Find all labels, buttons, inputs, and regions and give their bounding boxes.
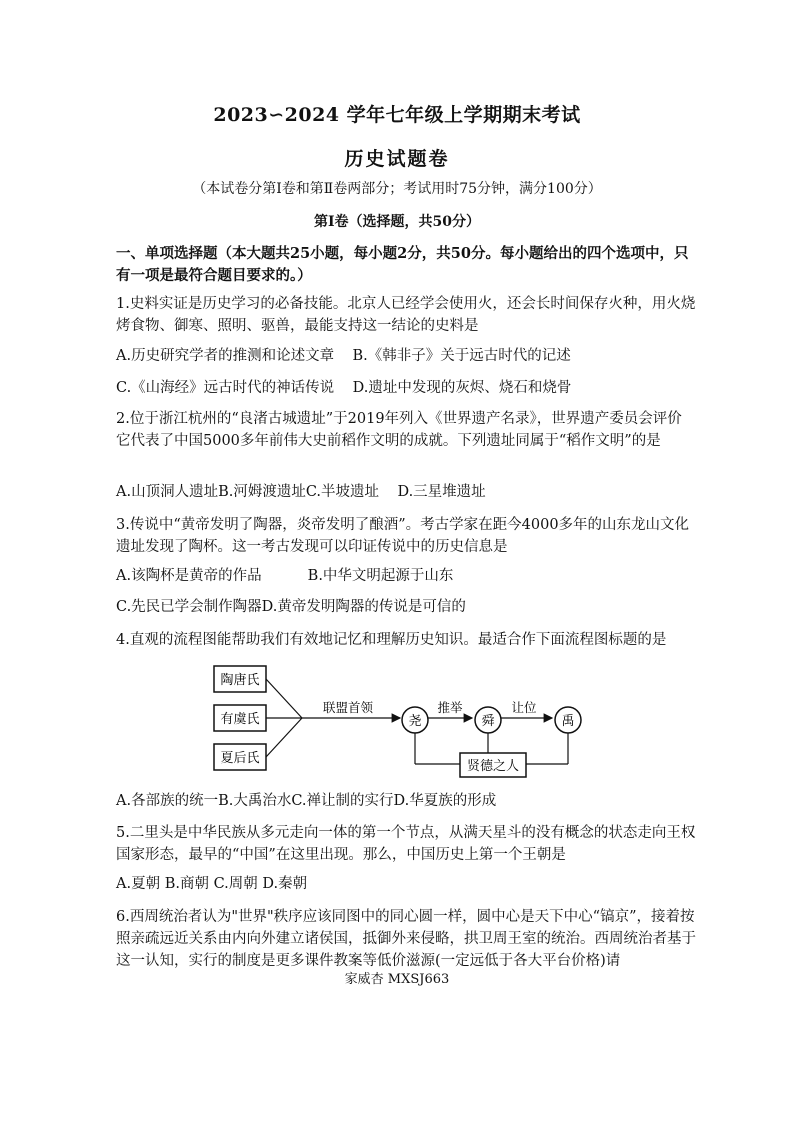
question-1-stem: 1.史料实证是历史学习的必备技能。北京人已经学会使用火，还会长时间保存火种，用火烧烤食物、御寒、照明、驱兽，最能支持这一结论的史料是 [116, 296, 696, 334]
converge-line-1 [266, 679, 302, 718]
tribe-label-3: 夏后氏 [220, 751, 260, 766]
question-1-options-line-2: C.《山海经》远古时代的神话传说 D.遗址中发现的灰烬、烧石和烧骨 [116, 380, 572, 396]
arrow-label-1: 联盟首领 [322, 700, 374, 715]
question-4-stem: 4.直观的流程图能帮助我们有效地记忆和理解历史知识。最适合作下面流程图标题的是 [116, 632, 667, 648]
section-heading: 一、单项选择题（本大题共25小题，每小题2分，共50分。每小题给出的四个选项中，只有一项是最符合题目要求的。） [116, 245, 689, 284]
exam-subtitle: 历史试题卷 [344, 148, 450, 170]
exam-note: （本试卷分第Ⅰ卷和第Ⅱ卷两部分；考试用时75分钟，满分100分） [192, 181, 602, 197]
tribe-label-1: 陶唐氏 [220, 673, 260, 688]
question-4-options-line-1: A.各部族的统一B.大禹治水C.禅让制的实行D.华夏族的形成 [116, 793, 497, 809]
bottom-box-label: 贤德之人 [466, 759, 520, 774]
question-5-options-line-1: A.夏朝 B.商朝 C.周朝 D.秦朝 [116, 876, 308, 892]
converge-line-3 [266, 718, 302, 757]
volume-heading: 第Ⅰ卷（选择题，共50分） [313, 214, 481, 230]
question-1-options-line-1: A.历史研究学者的推测和论述文章 B.《韩非子》关于远古时代的记述 [116, 348, 571, 364]
tribe-label-2: 有虞氏 [220, 712, 260, 727]
page-footer: 家威杏 MXSJ663 [344, 972, 450, 987]
flow-diagram [200, 660, 600, 780]
arrow-label-3: 让位 [511, 700, 537, 715]
node-label-2: 舜 [481, 714, 495, 729]
question-3-options-line-1: A.该陶杯是黄帝的作品 B.中华文明起源于山东 [116, 568, 454, 584]
question-5-stem: 5.二里头是中华民族从多元走向一体的第一个节点，从满天星斗的没有概念的状态走向王权国家形态，最早的“中国”在这里出现。那么，中国历史上第一个王朝是 [116, 825, 696, 863]
arrow-label-2: 推举 [437, 700, 463, 715]
question-3-options-line-2: C.先民已学会制作陶器D.黄帝发明陶器的传说是可信的 [116, 599, 466, 615]
question-2-options-line-1: A.山顶洞人遗址B.河姆渡遗址C.半坡遗址 D.三星堆遗址 [116, 484, 486, 500]
node-label-3: 禹 [561, 714, 575, 729]
question-3-stem: 3.传说中“黄帝发明了陶器，炎帝发明了酿酒”。考古学家在距今4000多年的山东龙山文化遗址发现了陶杯。这一考古发现可以印证传说中的历史信息是 [116, 517, 690, 555]
question-2-stem: 2.位于浙江杭州的“良渚古城遗址”于2019年列入《世界遗产名录》，世界遗产委员会评价它代表了中国5000多年前伟大史前稻作文明的成就。下列遗址同属于“稻作文明”的是 [116, 411, 682, 449]
exam-title: 2023∽2024 学年七年级上学期期末考试 [213, 104, 581, 126]
question-6-stem: 6.西周统治者认为"世界"秩序应该同图中的同心圆一样，圆中心是天下中心“镐京”，接着按照亲疏远近关系由内向外建立诸侯国，抵御外来侵略，拱卫周王室的统治。西周统治者基于这一认知，实行的制度是更多课件教案等低价滋源(一定远低于各大平台价格)请 [116, 909, 696, 969]
node-label-1: 尧 [408, 714, 422, 729]
